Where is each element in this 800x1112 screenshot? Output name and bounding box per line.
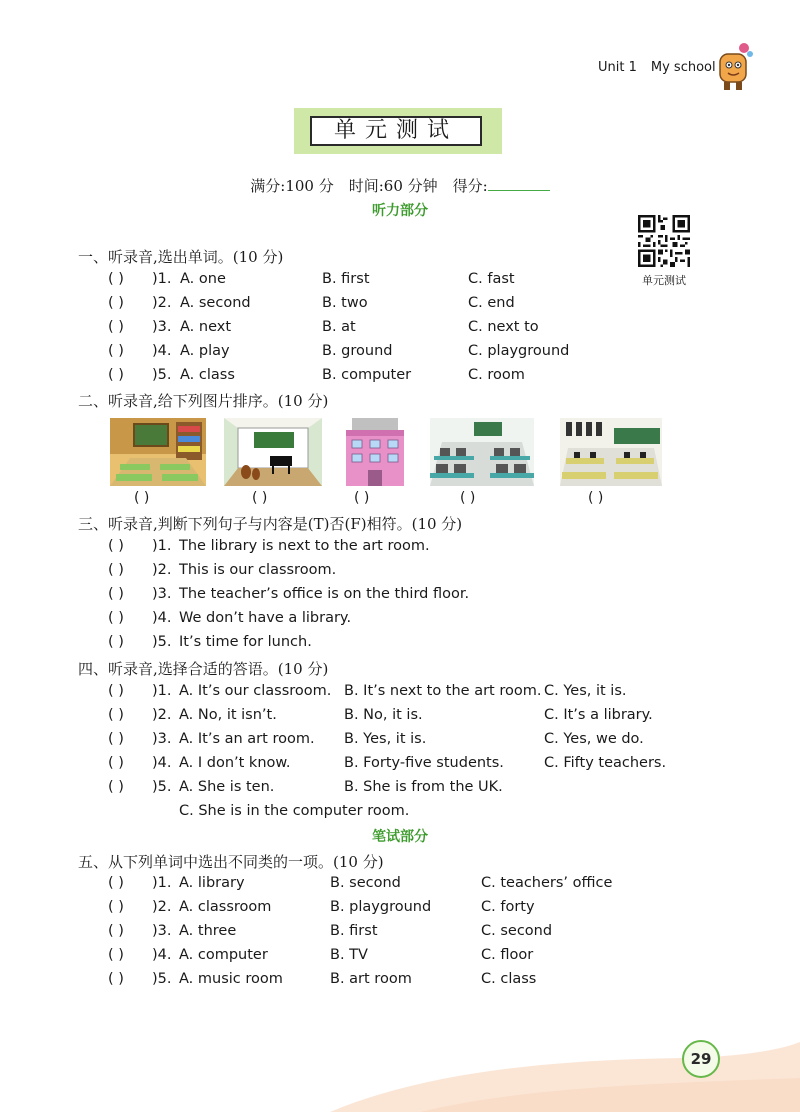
question-number: )3. (152, 923, 172, 939)
school-building-picture (342, 418, 408, 486)
answer-paren[interactable]: ( ) (108, 731, 124, 747)
library-picture (110, 418, 206, 486)
answer-paren[interactable]: ( ) (108, 343, 124, 359)
writing-part-label: 笔试部分 (372, 829, 428, 845)
computer-room-picture (430, 418, 534, 486)
picture-answer-paren[interactable]: ( ) (460, 490, 476, 506)
mascot-icon (708, 40, 754, 92)
statement-text: We don’t have a library. (179, 610, 352, 626)
option-a: A. second (180, 295, 251, 311)
option-c: C. It’s a library. (544, 707, 653, 723)
page-number: 29 (682, 1040, 720, 1078)
option-b: B. first (330, 923, 378, 939)
answer-paren[interactable]: ( ) (108, 755, 124, 771)
picture-answer-paren[interactable]: ( ) (252, 490, 268, 506)
question-number: )2. (152, 295, 172, 311)
option-a: A. No, it isn’t. (179, 707, 277, 723)
option-c: C. teachers’ office (481, 875, 613, 891)
question-number: )1. (152, 538, 172, 554)
unit-label: Unit 1 (598, 60, 637, 75)
option-a: A. one (180, 271, 226, 287)
question-number: )5. (152, 634, 172, 650)
section-2-title: 二、听录音,给下列图片排序。(10 分) (78, 392, 329, 410)
section-1-title: 一、听录音,选出单词。(10 分) (78, 248, 284, 266)
answer-paren[interactable]: ( ) (108, 779, 124, 795)
option-a: A. It’s our classroom. (179, 683, 332, 699)
question-number: )4. (152, 947, 172, 963)
option-b: B. computer (322, 367, 412, 383)
answer-paren[interactable]: ( ) (108, 971, 124, 987)
picture-answer-paren[interactable]: ( ) (134, 490, 150, 506)
question-number: )1. (152, 271, 172, 287)
question-number: )5. (152, 779, 172, 795)
answer-paren[interactable]: ( ) (108, 271, 124, 287)
option-c: C. room (468, 367, 525, 383)
option-a: A. next (180, 319, 232, 335)
option-a: A. music room (179, 971, 283, 987)
question-number: )4. (152, 755, 172, 771)
question-number: )4. (152, 610, 172, 626)
option-a: A. class (180, 367, 235, 383)
option-c: C. forty (481, 899, 535, 915)
picture-answer-paren[interactable]: ( ) (588, 490, 604, 506)
statement-text: It’s time for lunch. (179, 634, 312, 650)
option-b: B. ground (322, 343, 393, 359)
answer-paren[interactable]: ( ) (108, 538, 124, 554)
question-number: )4. (152, 343, 172, 359)
answer-paren[interactable]: ( ) (108, 319, 124, 335)
statement-text: This is our classroom. (179, 562, 337, 578)
answer-paren[interactable]: ( ) (108, 899, 124, 915)
option-c: C. floor (481, 947, 534, 963)
answer-paren[interactable]: ( ) (108, 586, 124, 602)
option-b: B. art room (330, 971, 412, 987)
running-header (598, 60, 716, 75)
art-room-picture (560, 418, 662, 486)
option-c: C. playground (468, 343, 570, 359)
option-c: C. second (481, 923, 553, 939)
question-number: )1. (152, 683, 172, 699)
answer-paren[interactable]: ( ) (108, 367, 124, 383)
music-room-picture (224, 418, 322, 486)
option-c: C. fast (468, 271, 515, 287)
listening-part-label: 听力部分 (372, 203, 428, 219)
option-c: C. Yes, we do. (544, 731, 644, 747)
question-number: )3. (152, 731, 172, 747)
bottom-wave-decoration (0, 1000, 800, 1112)
answer-paren[interactable]: ( ) (108, 923, 124, 939)
option-a: A. She is ten. (179, 779, 275, 795)
answer-paren[interactable]: ( ) (108, 295, 124, 311)
question-number: )5. (152, 971, 172, 987)
option-b: B. at (322, 319, 356, 335)
option-b: B. Yes, it is. (344, 731, 427, 747)
qr-code-label: 单元测试 (642, 274, 686, 287)
score-line-text: 满分:100 分 时间:60 分钟 得分: (250, 177, 488, 195)
picture-answer-paren[interactable]: ( ) (354, 490, 370, 506)
option-c: C. end (468, 295, 515, 311)
option-a: A. It’s an art room. (179, 731, 315, 747)
answer-paren[interactable]: ( ) (108, 610, 124, 626)
option-a: A. library (179, 875, 245, 891)
option-b: B. second (330, 875, 401, 891)
option-b: B. playground (330, 899, 432, 915)
option-c: C. Yes, it is. (544, 683, 627, 699)
answer-paren[interactable]: ( ) (108, 707, 124, 723)
option-c: C. Fifty teachers. (544, 755, 667, 771)
section-5-title: 五、从下列单词中选出不同类的一项。(10 分) (78, 853, 384, 871)
answer-paren[interactable]: ( ) (108, 634, 124, 650)
question-number: )5. (152, 367, 172, 383)
section-4-title: 四、听录音,选择合适的答语。(10 分) (78, 660, 329, 678)
page-title: 单元测试 (310, 116, 482, 146)
unit-topic: My school (650, 60, 716, 75)
question-number: )1. (152, 875, 172, 891)
option-c: C. class (481, 971, 537, 987)
question-number: )2. (152, 562, 172, 578)
answer-paren[interactable]: ( ) (108, 947, 124, 963)
question-number: )3. (152, 319, 172, 335)
option-b: B. No, it is. (344, 707, 423, 723)
option-b: B. TV (330, 947, 368, 963)
score-blank (488, 176, 550, 191)
option-c: C. She is in the computer room. (179, 803, 410, 819)
question-number: )2. (152, 707, 172, 723)
option-b: B. She is from the UK. (344, 779, 503, 795)
qr-code-icon (638, 215, 690, 267)
answer-paren[interactable]: ( ) (108, 562, 124, 578)
statement-text: The library is next to the art room. (179, 538, 430, 554)
option-a: A. classroom (179, 899, 272, 915)
option-c: C. next to (468, 319, 539, 335)
answer-paren[interactable]: ( ) (108, 875, 124, 891)
option-a: A. computer (179, 947, 268, 963)
score-line (0, 175, 800, 196)
option-a: A. play (180, 343, 230, 359)
option-b: B. Forty-five students. (344, 755, 504, 771)
question-number: )2. (152, 899, 172, 915)
option-b: B. first (322, 271, 370, 287)
option-a: A. three (179, 923, 237, 939)
section-3-title: 三、听录音,判断下列句子与内容是(T)否(F)相符。(10 分) (78, 515, 463, 533)
option-b: B. It’s next to the art room. (344, 683, 542, 699)
option-b: B. two (322, 295, 368, 311)
answer-paren[interactable]: ( ) (108, 683, 124, 699)
option-a: A. I don’t know. (179, 755, 291, 771)
title-banner (294, 108, 502, 154)
question-number: )3. (152, 586, 172, 602)
statement-text: The teacher’s office is on the third floor. (179, 586, 470, 602)
